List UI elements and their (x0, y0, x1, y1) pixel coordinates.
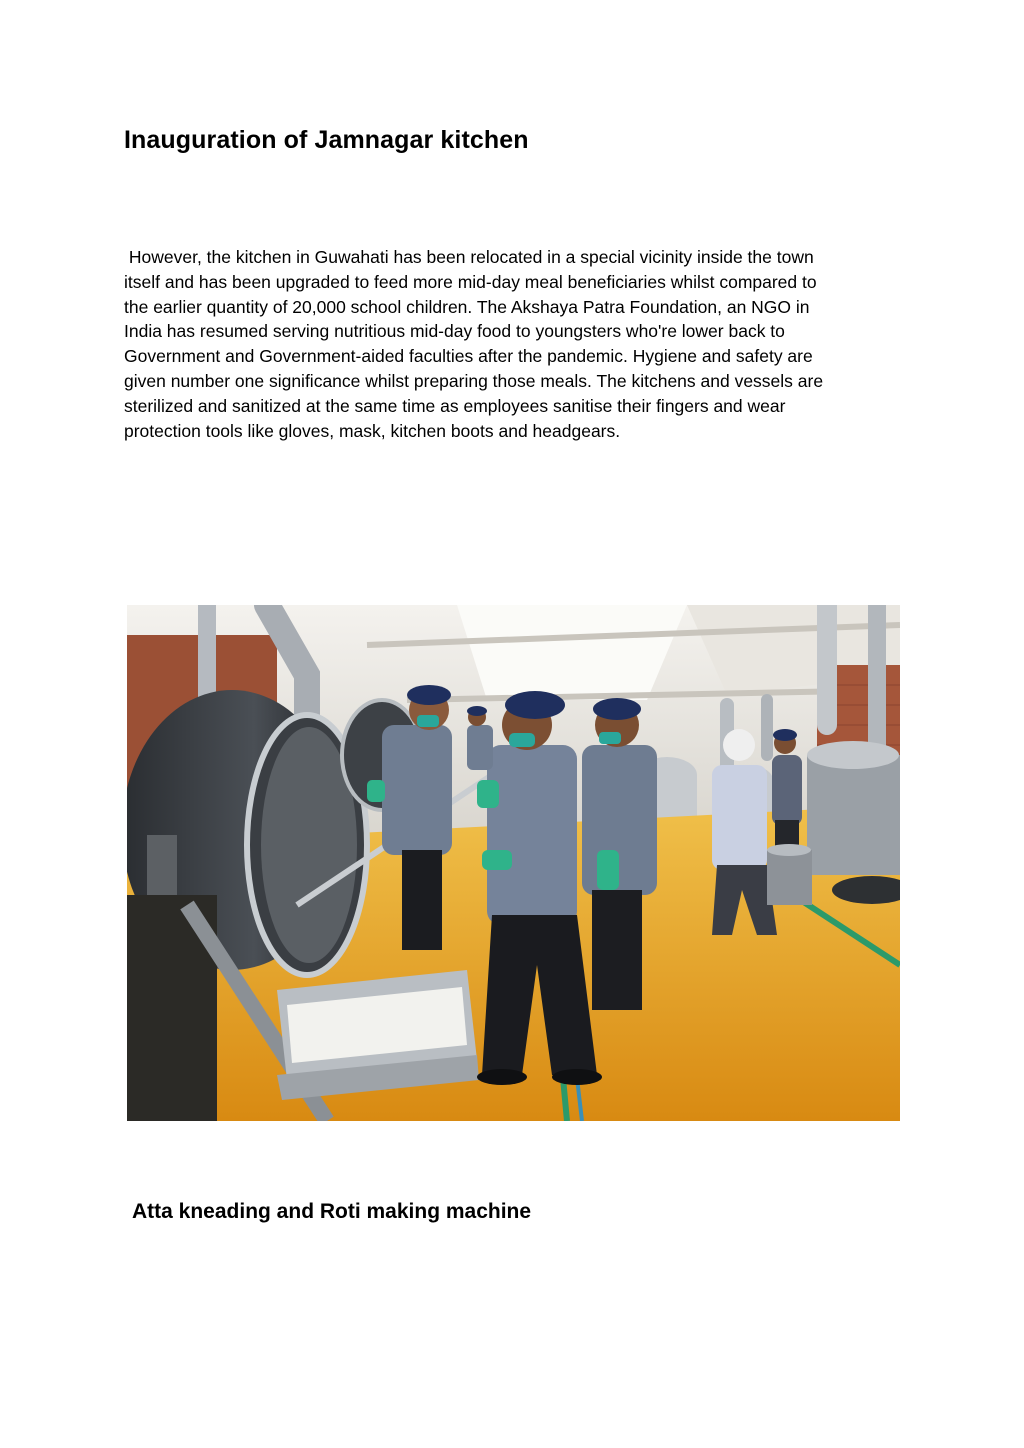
body-paragraph: However, the kitchen in Guwahati has been relocated in a special vicinity inside the town itself and has been upgraded to feed more mid-day meal beneficiaries whilst compared to the earlier quantity of 20,000 school children. The Akshaya Patra Foundation, an NGO in India has resumed serving nutritious mid-day food to youngsters who're lower back to Government and Government-aided faculties after the pandemic. Hygiene and safety are given number one significance whilst preparing those meals. The kitchens and vessels are sterilized and sanitized at the same time as employees sanitise their fingers and wear protection tools like gloves, mask, kitchen boots and headgears. (124, 247, 824, 441)
kitchen-photo (127, 605, 900, 1121)
section-heading: Atta kneading and Roti making machine (132, 1200, 532, 1223)
page-title: Inauguration of Jamnagar kitchen (124, 126, 529, 154)
kitchen-photo-illustration (127, 605, 900, 1121)
